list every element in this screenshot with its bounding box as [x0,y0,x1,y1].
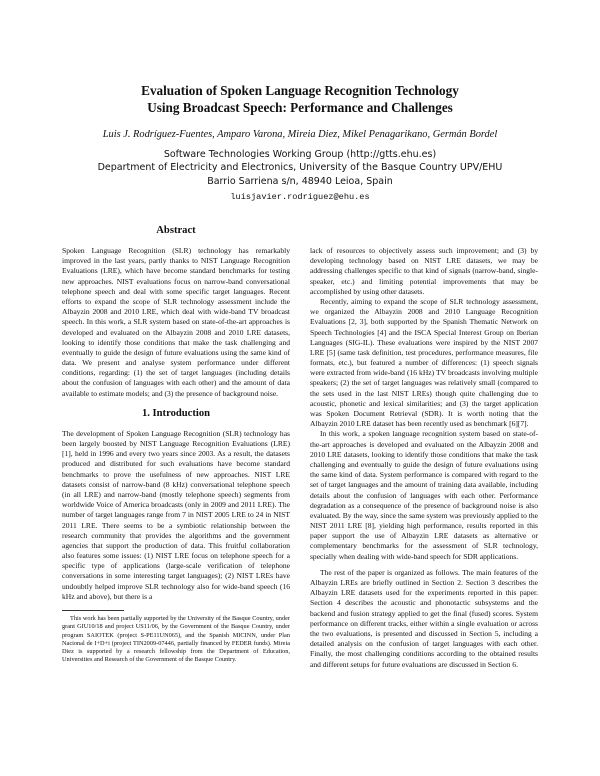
affiliation-address: Barrio Sarriena s/n, 48940 Leioa, Spain [207,175,393,187]
title-line-1: Evaluation of Spoken Language Recognition Technology [141,83,459,98]
affiliation-block [30,148,570,188]
abstract-heading: Abstract [156,225,196,236]
paper-title [40,82,560,116]
intro-paragraph-2: Recently, aiming to expand the scope of SLR technology assessment, we organized the Albayzin 2008 and 2010 Language Recognition Evaluations [2, 3], both supported by the Spanish Thematic Network on Speech Technologies [4] and the ISCA Special Interest Group on Iberian Languages (SIG-IL). These evaluations were inspired by the NIST 2007 LRE [5] (same task definition, test procedures, performance measures, file formats, etc.), but featured a number of differences: (1) speech signals were extracted from wide-band (16 kHz) TV broadcasts involving multiple speakers; (2) the set of target languages was relatively small (compared to the sets used in the last NIST LREs) though quite challenging due to acoustic, phonetic and lexical similarities; and (3) the target application was Spoken Document Retrieval (SDR). It is worth noting that the Albayzin 2010 LRE dataset has been recently used as benchmark [6][7]. [310,296,538,429]
intro-paragraph-1-continued: lack of resources to objectively assess such improvement; and (3) by developing technology based on NIST LRE datasets, we may be addressing challenges specific to that kind of signals (narrow-band, single-speaker, etc.) and limiting potential improvements that may be accomplished by using other datasets. [310,246,538,296]
abstract-text: Spoken Language Recognition (SLR) technology has remarkably improved in the last years, partly thanks to NIST Language Recognition Evaluations (LRE), which have become standard benchmarks for testing new approaches. NIST evaluations focus on narrow-band conversational telephone speech and deal with some specific target languages. Recent efforts to expand the scope of SLR technology assessment include the Albayzin 2008 and 2010 LRE, which deal with wide-band TV broadcast speech. In this work, a SLR system based on state-of-the-art approaches is developed and evaluated on the Albayzin 2008 and 2010 LRE datasets, looking to identify those conditions that make the task challenging and eventually to guide the design of future evaluations using the same kind of data. We present and analyse system performance under different conditions, regarding: (1) the set of target languages (including details about the confusion of languages with each other) and the amount of data available to estimate models; and (3) the presence of background noise. [62,246,290,398]
right-column [310,246,538,670]
author-list: Luis J. Rodríguez-Fuentes, Amparo Varona, Mireia Diez, Mikel Penagarikano, Germán Bordel [102,129,498,140]
affiliation-department: Department of Electricity and Electronics, University of the Basque Country UPV/EHU [97,162,503,174]
funding-footnote: This work has been partially supported by the University of the Basque Country, under grant GIU10/18 and project US11/06, by the Government of the Basque Country, under program SAIOTEK (project S-PE11UN065), and the Spanish MICINN, under Plan Nacional de I+D+i (project TIN2009-07446, partially financed by FEDER funds). Mireia Diez is supported by a research fellowship from the Department of Education, Universities and Research of the Government of the Basque Country. [62,615,290,664]
title-line-2: Using Broadcast Speech: Performance and Challenges [147,100,453,115]
affiliation-group: Software Technologies Working Group (http://gtts.ehu.es) [163,149,437,160]
intro-paragraph-1: The development of Spoken Language Recognition (SLR) technology has been largely boosted by NIST Language Recognition Evaluations (LRE) [1], held in 1996 and every two years since 2003. As a result, the datasets produced and distributed for such evaluations have become standard benchmarks to prove the usefulness of new approaches. NIST LRE datasets consist of narrow-band (8 kHz) conversational telephone speech (in all LRE) and narrow-band (mostly telephone speech) segments from worldwide Voice of America broadcasts (only in 2009 and 2011 LRE). The number of target languages range from 7 in NIST 2005 LRE to 24 in NIST 2011 LRE. There seems to be a symbiotic relationship between the research community that provides the algorithms and the government agencies that support the production of data. This fruitful collaboration also features some issues: (1) NIST LRE focus on telephone speech for a specific type of applications (large-scale verification of telephone conversations in some interesting target languages); (2) NIST LREs have undoubtly helped improve SLR technology also for wide-band speech (16 kHz and above), but there is a [62,428,290,601]
intro-paragraph-4: The rest of the paper is organized as follows. The main features of the Albayzin LREs are briefly outlined in Section 2. Section 3 describes the Albayzin LRE datasets used for the experiments reported in this paper. Section 4 describes the acoustic and phonotactic subsystems and the backend and fusion strategy applied to get the final (fused) scores. System performance on different tracks, either within a single evaluation or across the two evaluations, is presented and discussed in Section 5, including a detailed analysis on the confusion of target languages with each other. Finally, the most challenging conditions according to the obtained results and different setups for future evaluations are discussed in Section 6. [310,567,538,669]
introduction-heading: 1. Introduction [141,407,211,419]
intro-paragraph-3: In this work, a spoken language recognition system based on state-of-the-art approaches is developed and evaluated on the Albayzin 2008 and 2010 LRE datasets, looking to identify those conditions that make the task challenging and eventually to guide the design of future evaluations using the same kind of data. System performance is compared with regard to the set of target languages and the amount of training data available, including details about the confusion of languages with each other. Performance degradation as a consequence of the presence of background noise is also evaluated. By the way, since the same system was previously applied to the NIST 2011 LRE [8], yielding high performance, results reported in this paper support the use of Albayzin LRE datasets as alternative or complementary benchmarks for the assessment of SLR technology, specially when dealing with wide-band speech for SDR applications. [310,429,538,561]
left-column [62,224,290,665]
author-email: luisjavier.rodriguez@ehu.es [230,192,370,202]
footnote-divider [62,610,124,611]
